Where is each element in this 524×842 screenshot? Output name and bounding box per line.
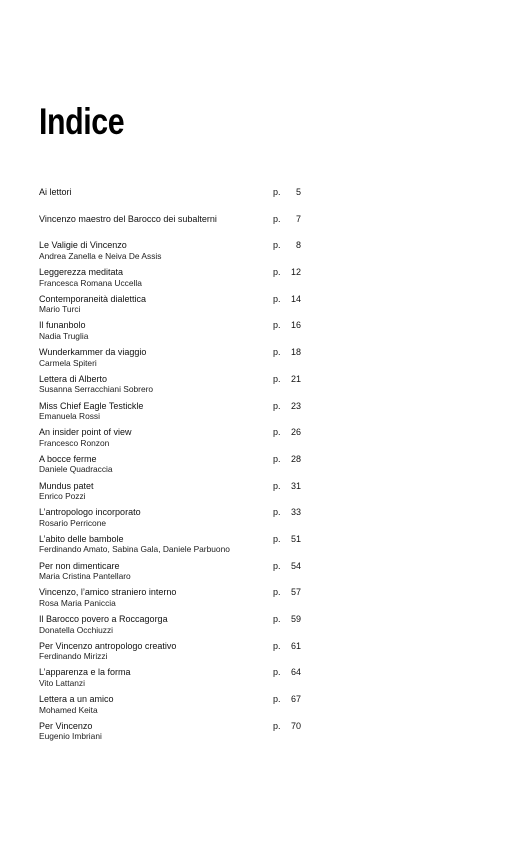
- entry-title: Miss Chief Eagle Testickle: [39, 400, 144, 411]
- entry-title: L’apparenza e la forma: [39, 667, 131, 678]
- entry-author: Ferdinando Amato, Sabina Gala, Daniele Parbuono: [39, 544, 230, 555]
- entry-title: Leggerezza meditata: [39, 267, 124, 278]
- page-abbreviation: p.: [273, 400, 281, 411]
- entry-title: Le Valigie di Vincenzo: [39, 240, 127, 251]
- page-abbreviation: p.: [273, 614, 281, 624]
- entry-title: An insider point of view: [39, 427, 132, 438]
- entry-author: Donatella Occhiuzzi: [39, 624, 114, 635]
- toc-entry: [39, 561, 301, 588]
- entry-author: Francesca Romana Uccella: [39, 277, 142, 288]
- page-number: 67: [290, 694, 301, 705]
- page-abbreviation: p.: [273, 240, 281, 251]
- page-number: 33: [290, 507, 301, 518]
- toc-entry: [39, 294, 301, 321]
- entry-author: Eugenio Imbriani: [39, 731, 102, 742]
- toc-entry: [39, 667, 301, 694]
- toc-entry: [39, 240, 301, 267]
- page-number: 21: [290, 373, 301, 384]
- toc-entry: [39, 267, 301, 294]
- toc-entry: [39, 187, 301, 214]
- page-number: 51: [290, 533, 301, 544]
- page-number: 61: [290, 640, 301, 651]
- page-number: 54: [290, 560, 301, 571]
- entry-author: Susanna Serracchiani Sobrero: [39, 384, 154, 395]
- page-abbreviation: p.: [273, 640, 281, 651]
- page-abbreviation: p.: [273, 427, 281, 438]
- page-number: 28: [290, 453, 301, 464]
- entry-title: L’antropologo incorporato: [39, 507, 141, 518]
- page-number: 23: [290, 400, 301, 411]
- page-number: 64: [290, 667, 301, 678]
- toc-entry: [39, 534, 301, 561]
- toc-entry: [39, 374, 301, 401]
- entry-title: Mundus patet: [39, 480, 94, 491]
- toc-entry: [39, 721, 301, 748]
- toc-entry: [39, 614, 301, 641]
- page-number: 12: [290, 267, 301, 278]
- entry-title: Per Vincenzo antropologo creativo: [39, 640, 177, 651]
- entry-author: Nadia Truglia: [39, 330, 89, 341]
- entry-author: Francesco Ronzon: [39, 437, 110, 448]
- page-number: 7: [295, 213, 301, 224]
- page-abbreviation: p.: [273, 720, 281, 731]
- page-abbreviation: p.: [273, 507, 281, 518]
- entry-title: Il Barocco povero a Roccagorga: [39, 614, 168, 624]
- entry-author: Carmela Spiteri: [39, 357, 97, 368]
- page-abbreviation: p.: [273, 320, 281, 331]
- table-of-contents: [39, 187, 301, 747]
- entry-author: Maria Cristina Pantellaro: [39, 571, 131, 582]
- toc-entry: [39, 694, 301, 721]
- page-abbreviation: p.: [273, 480, 281, 491]
- entry-title: Wunderkammer da viaggio: [39, 347, 147, 358]
- page-number: 70: [290, 720, 301, 731]
- entry-title: Lettera a un amico: [39, 694, 114, 705]
- page-abbreviation: p.: [273, 453, 281, 464]
- page-abbreviation: p.: [273, 187, 281, 197]
- entry-author: Vito Lattanzi: [39, 677, 85, 688]
- entry-title: Il funanbolo: [39, 320, 86, 331]
- page-number: 18: [290, 347, 301, 358]
- toc-entry: [39, 347, 301, 374]
- page-abbreviation: p.: [273, 347, 281, 358]
- entry-title: Vincenzo, l’amico straniero interno: [39, 587, 177, 598]
- entry-author: Mohamed Keita: [39, 704, 98, 715]
- entry-title: Vincenzo maestro del Barocco dei subalterni: [39, 213, 217, 224]
- toc-entry: [39, 427, 301, 454]
- page-abbreviation: p.: [273, 213, 281, 224]
- toc-entry: [39, 401, 301, 428]
- entry-author: Mario Turci: [39, 304, 81, 315]
- page-number: 59: [290, 614, 301, 624]
- toc-entry: [39, 320, 301, 347]
- page-number: 8: [295, 240, 301, 251]
- entry-author: Rosa Maria Paniccia: [39, 597, 116, 608]
- page-number: 26: [290, 427, 301, 438]
- entry-author: Enrico Pozzi: [39, 491, 86, 502]
- toc-entry: [39, 587, 301, 614]
- page-number: 31: [290, 480, 301, 491]
- toc-entry: [39, 507, 301, 534]
- entry-title: Per non dimenticare: [39, 560, 120, 571]
- entry-author: Andrea Zanella e Neiva De Assis: [39, 250, 162, 261]
- page-number: 14: [290, 293, 301, 304]
- toc-entry: [39, 481, 301, 508]
- page-abbreviation: p.: [273, 560, 281, 571]
- entry-author: Ferdinando Mirizzi: [39, 651, 108, 662]
- entry-title: L’abito delle bambole: [39, 533, 124, 544]
- page-abbreviation: p.: [273, 694, 281, 705]
- page-number: 16: [290, 320, 301, 331]
- entry-title: Ai lettori: [39, 187, 72, 197]
- page-abbreviation: p.: [273, 587, 281, 598]
- entry-title: Per Vincenzo: [39, 720, 93, 731]
- page-abbreviation: p.: [273, 373, 281, 384]
- page-number: 5: [295, 187, 301, 197]
- entry-author: Emanuela Rossi: [39, 411, 100, 421]
- page-abbreviation: p.: [273, 293, 281, 304]
- toc-entry: [39, 214, 301, 241]
- entry-title: Lettera di Alberto: [39, 373, 108, 384]
- page-abbreviation: p.: [273, 267, 281, 278]
- entry-title: A bocce ferme: [39, 453, 97, 464]
- entry-author: Daniele Quadraccia: [39, 464, 113, 475]
- page-abbreviation: p.: [273, 667, 281, 678]
- toc-entry: [39, 454, 301, 481]
- entry-author: Rosario Perricone: [39, 517, 107, 528]
- entry-title: Contemporaneità dialettica: [39, 293, 147, 304]
- page-number: 57: [290, 587, 301, 598]
- page-abbreviation: p.: [273, 533, 281, 544]
- toc-entry: [39, 641, 301, 668]
- page-title: Indice: [39, 101, 125, 142]
